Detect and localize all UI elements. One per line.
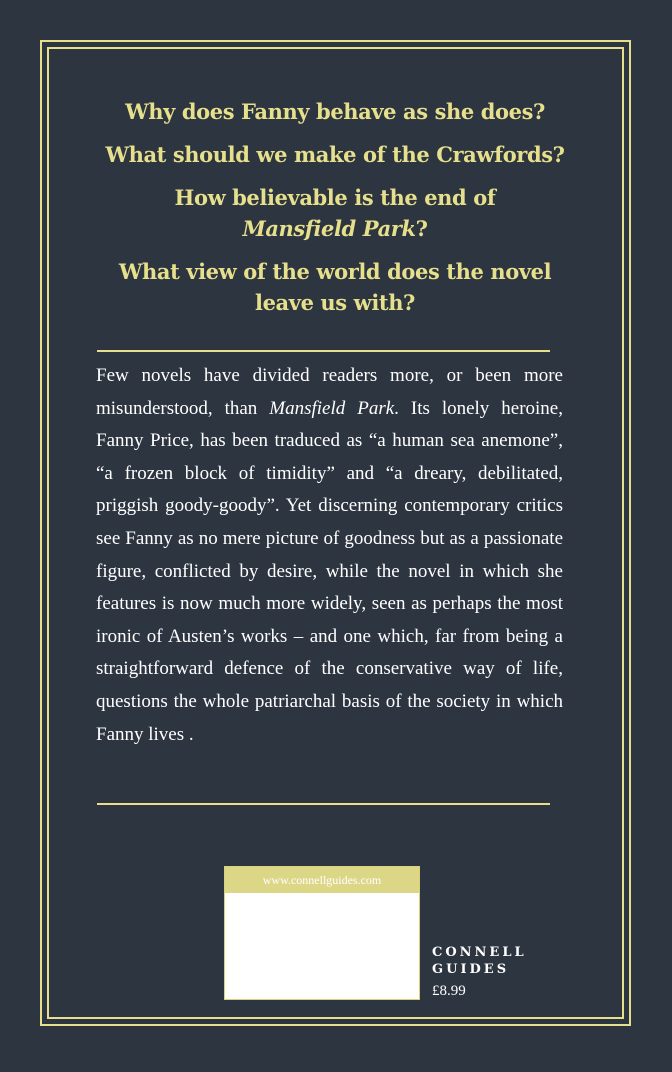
question-3-line1: How believable is the end of bbox=[174, 185, 496, 210]
publisher-block bbox=[432, 944, 527, 1000]
question-4-line2: leave us with? bbox=[255, 290, 415, 315]
question-4 bbox=[60, 256, 610, 318]
question-3 bbox=[60, 182, 610, 244]
question-3-suffix: ? bbox=[415, 216, 428, 241]
questions-block bbox=[60, 96, 610, 330]
blurb-part2: . Its lonely heroine, Fanny Price, has been traduced as “a human sea anemone”, “a frozen block of timidity” and “a dreary, debilitated, priggish goody-goody”. Yet discerning contemporary critics see Fanny as no mere picture of goodness but as a passionate figure, conflicted by desire, while the novel in which she features is now much more widely, seen as perhaps the most ironic of Austen’s works – and one which, far from being a straightforward defence of the conservative way of life, questions the whole patriarchal basis of the society in which Fanny lives . bbox=[96, 397, 563, 745]
barcode-box bbox=[224, 866, 420, 1000]
website-url: www.connellguides.com bbox=[225, 867, 419, 893]
divider-top bbox=[97, 350, 550, 352]
publisher-name-line1: CONNELL bbox=[432, 945, 527, 960]
price: £8.99 bbox=[432, 983, 466, 999]
publisher-name-line2: GUIDES bbox=[432, 962, 510, 977]
question-4-line1: What view of the world does the novel bbox=[118, 259, 552, 284]
blurb-book-title: Mansfield Park bbox=[269, 397, 395, 419]
blurb-paragraph bbox=[96, 360, 563, 751]
question-2: What should we make of the Crawfords? bbox=[105, 142, 565, 167]
blurb-part1: Few novels have divided readers more, or been more misunderstood, than bbox=[96, 365, 563, 419]
divider-bottom bbox=[97, 803, 550, 805]
question-1: Why does Fanny behave as she does? bbox=[125, 99, 545, 124]
question-3-title: Mansfield Park bbox=[242, 216, 416, 241]
